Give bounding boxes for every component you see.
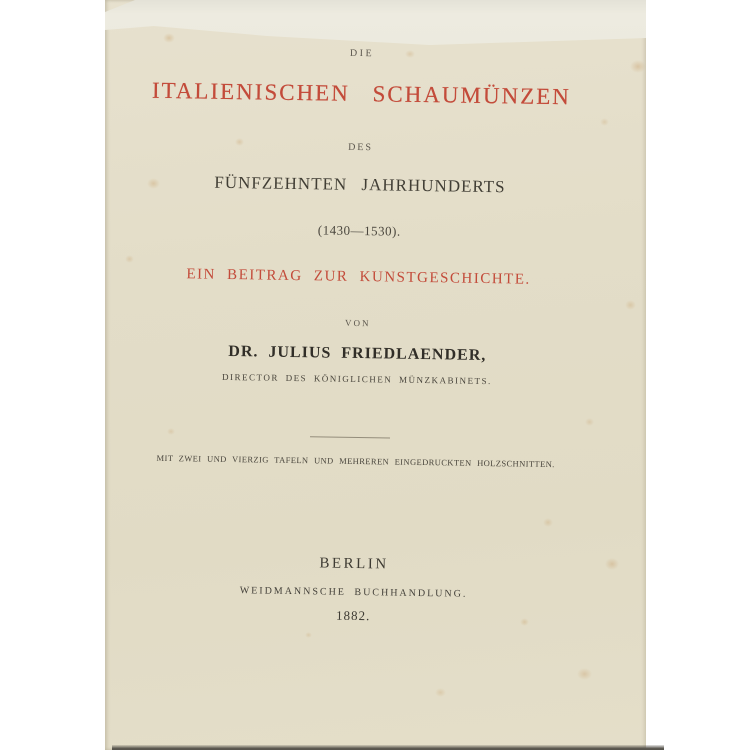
series-subtitle: EIN BEITRAG ZUR KUNSTGESCHICHTE. (186, 266, 531, 288)
imprint-city: BERLIN (319, 555, 389, 573)
des-line: DES (348, 141, 374, 154)
book-bottom-edge-shadow (112, 745, 664, 750)
foxing-spot (605, 558, 619, 570)
foxing-spot (625, 300, 636, 310)
foxing-spot (630, 60, 646, 73)
imprint-publisher: WEIDMANNSCHE BUCHHANDLUNG. (239, 585, 468, 600)
author-title: DIRECTOR DES KÖNIGLICHEN MÜNZKABINETS. (221, 371, 492, 387)
subtitle: FÜNFZEHNTEN JAHRHUNDERTS (214, 172, 506, 197)
imprint-year: 1882. (335, 607, 371, 624)
author-name: DR. JULIUS FRIEDLAENDER, (228, 342, 487, 365)
book-title-page (105, 0, 646, 750)
half-title: DIE (349, 47, 375, 60)
title-page-text (99, 0, 615, 754)
date-range: (1430—1530). (317, 222, 401, 239)
von-label: VON (344, 317, 371, 329)
plates-note: MIT ZWEI UND VIERZIG TAFELN UND MEHREREN EINGEDRUCKTEN HOLZSCHNITTEN. (156, 452, 555, 470)
divider-rule (310, 436, 390, 438)
main-title: ITALIENISCHEN SCHAUMÜNZEN (151, 77, 572, 110)
